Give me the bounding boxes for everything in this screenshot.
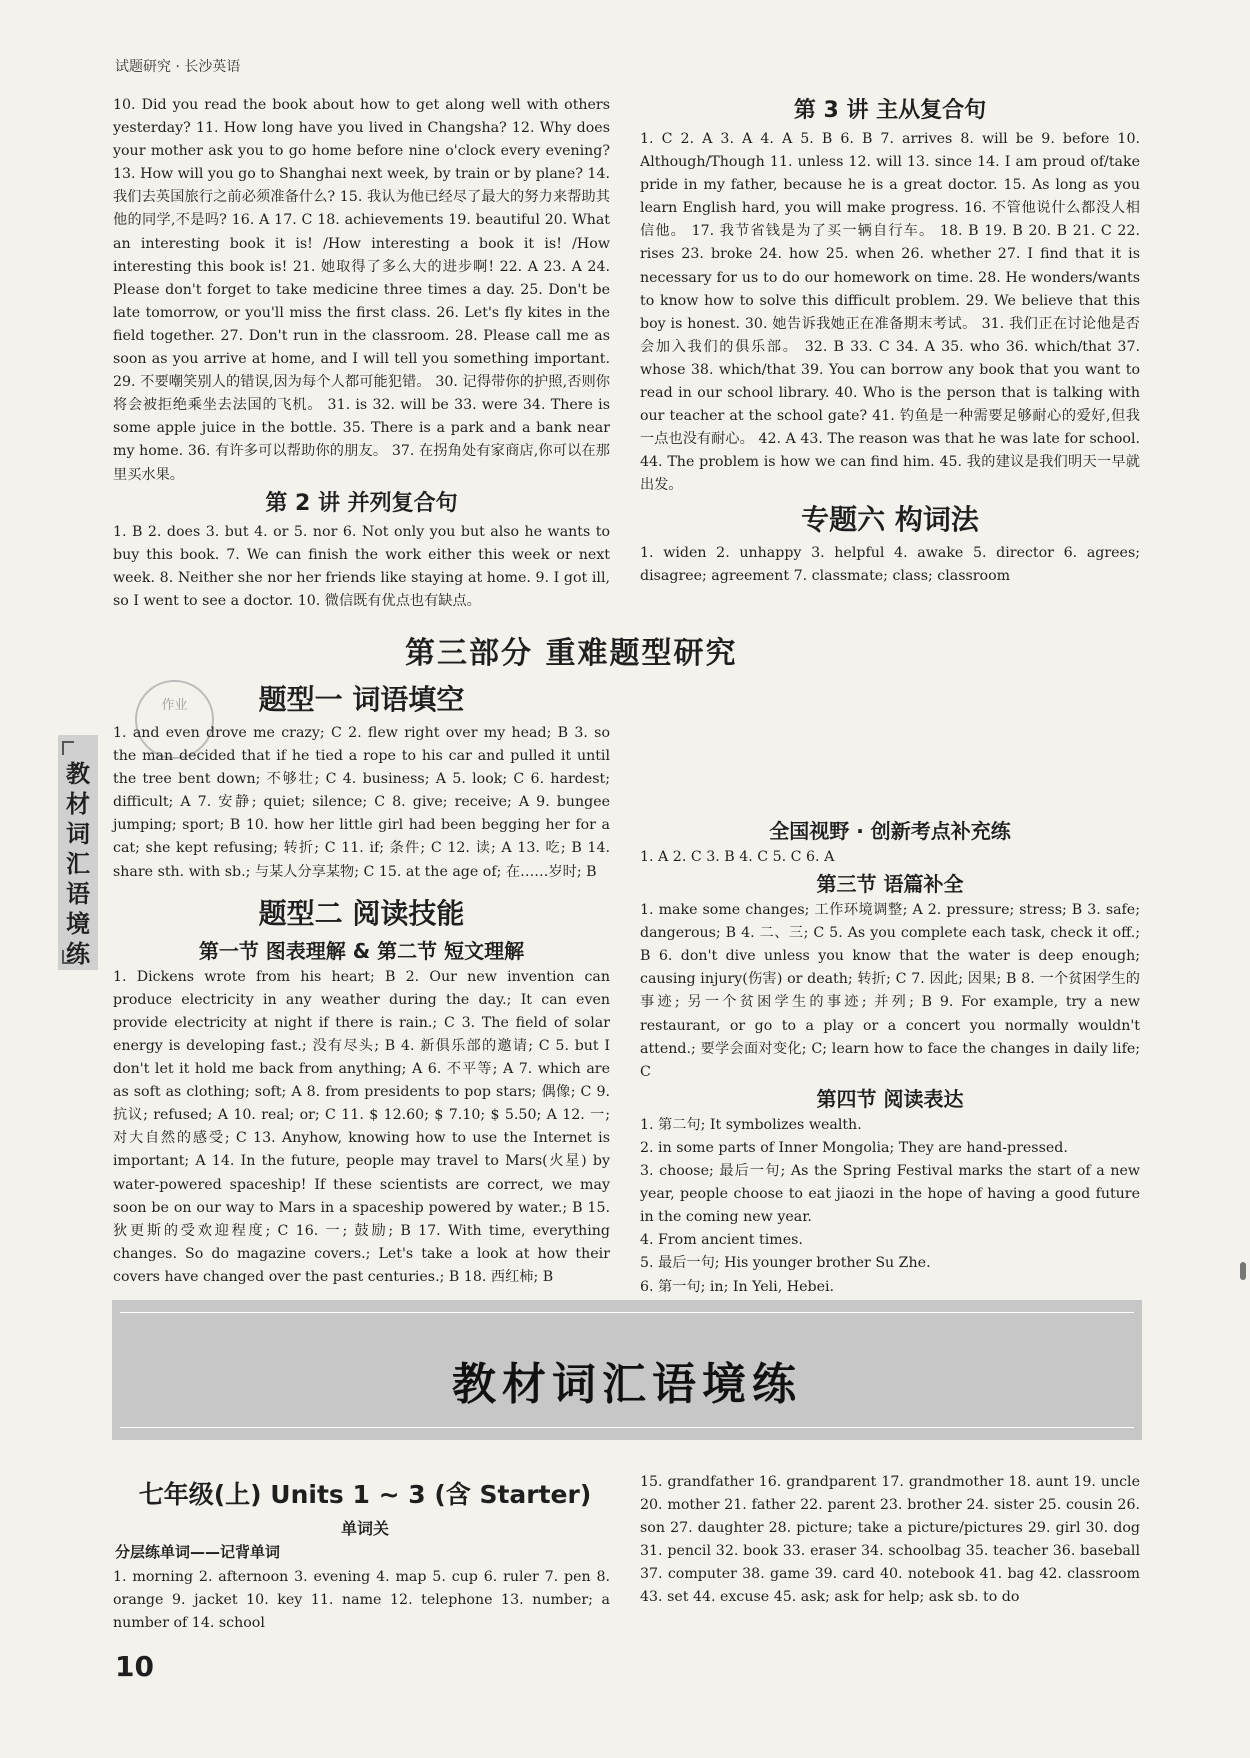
section4-item: 6. 第一句; in; In Yeli, Hebei.: [640, 1278, 835, 1295]
type2-subtitle: 第一节 图表理解 & 第二节 短文理解: [198, 938, 525, 963]
answers-lecture3: 1. C 2. A 3. A 4. A 5. B 6. B 7. arrives 8. will be 9. before 10. Although/Though 11. unless 12. will 13. since 14. I am proud of/take pride in my father, because he is a great doctor. 15. As long as you learn English hard, you will make progress. 16. 不管他说什么都没人相信他。 17. 我节省钱是为了买一辆自行车。 18. B 19. B 20. B 21. C 22. rises 23. broke 24. how 25. when 26. whether 27. I find that it is necessary for us to do our homework on time. 28. He wonders/wants to know how to solve this difficult problem. 29. We believe that this boy is honest. 30. 她告诉我她正在准备期末考试。 31. 我们正在讨论他是否会加入我们的俱乐部。 32. B 33. C 34. A 35. who 36. which/that 37. whose 38. which/that 39. You can borrow any book that you want to read in our school library. 40. Who is the person that is talking with our teacher at the school gate? 41. 钓鱼是一种需要足够耐心的爱好,但我一点也没有耐心。 42. A 43. The reason was that he was late for school. 44. The problem is how we can find him. 45. 我的建议是我们明天一早就出发。: [640, 131, 1140, 494]
section-banner: [112, 1300, 1142, 1440]
watermark-stamp: 作业: [135, 680, 214, 759]
answers-topic6: 1. widen 2. unhappy 3. helpful 4. awake 5. director 6. agrees; disagree; agreement 7. classmate; class; classroom: [640, 544, 1140, 584]
bracket-top: [62, 741, 74, 755]
unit-subtitle: 单词关: [340, 1519, 389, 1538]
side-tab: [58, 735, 98, 970]
section4-item: 3. choose; 最后一句; As the Spring Festival marks the start of a new year, people choose to eat jiaozi in the hope of having a good future in the coming new year.: [640, 1163, 1140, 1226]
lecture3-title: 第 3 讲 主从复合句: [793, 98, 987, 123]
section4-item: 1. 第二句; It symbolizes wealth.: [640, 1116, 862, 1133]
answers-national: 1. A 2. C 3. B 4. C 5. C 6. A: [640, 849, 835, 865]
left-column-part3: [113, 678, 610, 1289]
bracket-bottom: [62, 950, 74, 964]
section3-title: 第三节 语篇补全: [816, 872, 964, 897]
unit-title: 七年级(上) Units 1 ~ 3 (含 Starter): [138, 1480, 592, 1509]
national-title: 全国视野 · 创新考点补充练: [769, 819, 1011, 843]
answers-lecture1-cont: 10. Did you read the book about how to get along well with others yesterday? 11. How long have you lived in Changsha? 12. Why does your mother ask you to go home before nine o'clock every evening? 13. How will you go to Shanghai next week, by train or by plane? 14. 我们去英国旅行之前必须准备什么? 15. 我认为他已经尽了最大的努力来帮助其他的同学,不是吗? 16. A 17. C 18. achievements 19. beautiful 20. What an interesting book it is! /How interesting a book it is! /How interesting this book is! 21. 她取得了多么大的进步啊! 22. A 23. A 24. Please don't forget to take medicine three times a day. 25. Don't be late tomorrow, or you'll miss the first class. 26. Let's fly kites in the field together. 27. Don't run in the classroom. 28. Please call me as soon as you arrive at home, and I will tell you something important. 29. 不要嘲笑别人的错误,因为每个人都可能犯错。 30. 记得带你的护照,否则你将会被拒绝乘坐去法国的飞机。 31. is 32. will be 33. were 34. There is some apple juice in the bottle. 35. There is a park and a bank near my home. 36. 有许多可以帮助你的朋友。 37. 在拐角处有家商店,你可以在那里买水果。: [113, 97, 610, 483]
right-column-top: [640, 94, 1140, 588]
left-column-top: [113, 94, 610, 613]
side-tab-label: 教材词汇语境练: [66, 760, 90, 968]
section4-title: 第四节 阅读表达: [816, 1086, 964, 1111]
lecture2-title: 第 2 讲 并列复合句: [265, 490, 458, 516]
unit-left-words: [113, 1566, 610, 1635]
answers-lecture2: 1. B 2. does 3. but 4. or 5. nor 6. Not only you but also he wants to buy this book. 7. We can finish the work either this week or next week. 8. Neither she nor her friends like staying at home. 9. I got ill, so I went to see a doctor. 10. 微信既有优点也有缺点。: [113, 523, 610, 609]
word-list-right: 15. grandfather 16. grandparent 17. grandmother 18. aunt 19. uncle 20. mother 21. father 22. parent 23. brother 24. sister 25. cousin 26. son 27. daughter 28. picture; take a picture/pictures 29. girl 30. dog 31. pencil 32. book 33. eraser 34. schoolbag 35. teacher 36. baseball 37. computer 38. game 39. card 40. notebook 41. bag 42. classroom 43. set 44. excuse 45. ask; ask for help; ask sb. to do: [640, 1474, 1140, 1606]
topic6-title: 专题六 构词法: [801, 502, 979, 536]
type2-title: 题型二 阅读技能: [258, 896, 465, 930]
section4-item: 5. 最后一句; His younger brother Su Zhe.: [640, 1255, 931, 1272]
answers-section3: 1. make some changes; 工作环境调整; A 2. pressure; stress; B 3. safe; dangerous; B 4. 二、三; C 5. As you complete each task, check it off.; B 6. don't dive unless you know that the water is deep enough; causing injury(伤害) or death; 转折; C 7. 因此; 因果; B 8. 一个贫困学生的事迹; 另一个贫困学生的事迹; 并列; B 9. For example, try a new restaurant, or go to a play or a concert you normally wouldn't attend.; 要学会面对变化; C; learn how to face the changes in daily life; C: [640, 902, 1140, 1080]
banner-title: 教材词汇语境练: [452, 1359, 802, 1410]
right-column-part3: [640, 816, 1140, 1368]
part3-title: 第三部分 重难题型研究: [405, 636, 738, 671]
page-edge-mark: [1240, 1262, 1246, 1280]
type1-title: 题型一 词语填空: [258, 683, 465, 716]
section4-item: 4. From ancient times.: [640, 1232, 803, 1249]
unit-right-words: [640, 1471, 1140, 1610]
page-number: 10: [115, 1650, 154, 1683]
section4-item: 2. in some parts of Inner Mongolia; They are hand-pressed.: [640, 1139, 1068, 1156]
unit-subheading: 分层练单词——记背单词: [115, 1543, 281, 1561]
answers-type1: 1. and even drove me crazy; C 2. flew right over my head; B 3. so the man decided that if he tied a rope to his car and pulled it until the tree bent down; 不够壮; C 4. business; A 5. look; C 6. hardest; difficult; A 7. 安静; quiet; silence; C 8. give; receive; A 9. bungee jumping; sport; B 10. how her little girl had been begging her for a cat; she kept refusing; 转折; C 11. if; 条件; C 12. 读; A 13. 吃; B 14. share sth. with sb.; 与某人分享某物; C 15. at the age of; 在……岁时; B: [113, 725, 610, 880]
word-list-left: 1. morning 2. afternoon 3. evening 4. map 5. cup 6. ruler 7. pen 8. orange 9. jacket 10. key 11. name 12. telephone 13. number; a number of 14. school: [113, 1569, 610, 1632]
answers-type2: 1. Dickens wrote from his heart; B 2. Our new invention can produce electricity in any weather during the day.; It can even provide electricity at night if there is rain.; C 3. The field of solar energy is developing fast.; 没有尽头; B 4. 新俱乐部的邀请; C 5. but I don't let it hold me back from anything; A 6. 不平等; A 7. which are as soft as clothing; soft; A 8. from presidents to pop stars; 偶像; C 9. 抗议; refused; A 10. real; or; C 11. $ 12.60; $ 7.10; $ 5.50; A 12. 一; 对大自然的感受; C 13. Anyhow, knowing how to use the Internet is important; A 14. In the future, people may travel to Mars(火星) by water-powered spaceship! If these scientists are correct, we may soon be on our way to Mars in a spaceship powered by water.; B 15. 狄更斯的受欢迎程度; C 16. 一; 鼓励; B 17. With time, everything changes. So do magazine covers.; Let's take a look at how their covers have changed over the past centuries.; B 18. 西红柿; B: [113, 968, 610, 1285]
running-header: 试题研究 · 长沙英语: [115, 59, 241, 75]
